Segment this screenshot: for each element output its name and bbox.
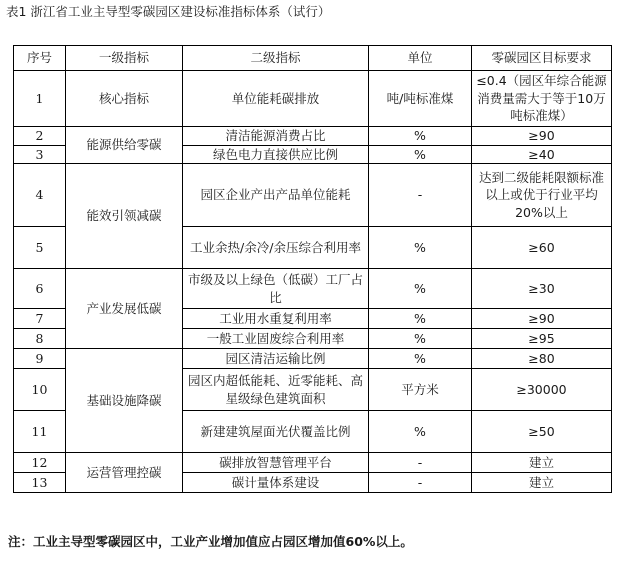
target-cell: ≥90 [472,127,612,146]
unit-cell: - [369,473,472,493]
target-cell: ≥80 [472,349,612,369]
unit-cell: % [369,127,472,146]
unit-cell: 平方米 [369,369,472,411]
level1-cell: 运营管理控碳 [66,453,183,493]
table-footnote: 注：工业主导型零碳园区中，工业产业增加值应占园区增加值60%以上。 [8,534,413,549]
level2-cell: 绿色电力直接供应比例 [183,145,369,164]
table-row [14,164,612,227]
level1-cell: 能效引领减碳 [66,164,183,269]
target-cell: ≥50 [472,411,612,453]
seq-cell: 5 [14,227,66,269]
table-row [14,453,612,473]
seq-cell: 6 [14,269,66,309]
header-target: 零碳园区目标要求 [472,46,612,71]
target-cell: 建立 [472,453,612,473]
unit-cell: % [369,309,472,329]
level2-cell: 一般工业固废综合利用率 [183,329,369,349]
seq-cell: 1 [14,71,66,127]
level2-cell: 单位能耗碳排放 [183,71,369,127]
target-cell: 达到二级能耗限额标准以上或优于行业平均20%以上 [472,164,612,227]
unit-cell: % [369,411,472,453]
target-cell: ≥40 [472,145,612,164]
level2-cell: 工业余热/余冷/余压综合利用率 [183,227,369,269]
seq-cell: 3 [14,145,66,164]
level2-cell: 新建建筑屋面光伏覆盖比例 [183,411,369,453]
unit-cell: - [369,453,472,473]
target-cell: ≤0.4（园区年综合能源消费量需大于等于10万吨标准煤） [472,71,612,127]
table-row [14,71,612,127]
unit-cell: % [369,349,472,369]
seq-cell: 2 [14,127,66,146]
level2-cell: 园区企业产出产品单位能耗 [183,164,369,227]
table-caption: 表1 浙江省工业主导型零碳园区建设标准指标体系（试行） [6,4,331,19]
seq-cell: 11 [14,411,66,453]
level1-cell: 能源供给零碳 [66,127,183,164]
target-cell: ≥30 [472,269,612,309]
target-cell: ≥30000 [472,369,612,411]
header-seq: 序号 [14,46,66,71]
seq-cell: 10 [14,369,66,411]
header-unit: 单位 [369,46,472,71]
level2-cell: 工业用水重复利用率 [183,309,369,329]
level2-cell: 园区内超低能耗、近零能耗、高星级绿色建筑面积 [183,369,369,411]
seq-cell: 8 [14,329,66,349]
unit-cell: % [369,269,472,309]
seq-cell: 13 [14,473,66,493]
level1-cell: 核心指标 [66,71,183,127]
level2-cell: 园区清洁运输比例 [183,349,369,369]
target-cell: ≥60 [472,227,612,269]
table-row [14,127,612,146]
level2-cell: 市级及以上绿色（低碳）工厂占比 [183,269,369,309]
level2-cell: 碳排放智慧管理平台 [183,453,369,473]
unit-cell: - [369,164,472,227]
level1-cell: 产业发展低碳 [66,269,183,349]
seq-cell: 7 [14,309,66,329]
target-cell: ≥90 [472,309,612,329]
unit-cell: % [369,329,472,349]
header-row [14,46,612,71]
seq-cell: 9 [14,349,66,369]
unit-cell: % [369,145,472,164]
seq-cell: 12 [14,453,66,473]
table-row [14,349,612,369]
unit-cell: % [369,227,472,269]
indicator-table [13,45,612,493]
table-row [14,269,612,309]
target-cell: ≥95 [472,329,612,349]
header-level1: 一级指标 [66,46,183,71]
level2-cell: 清洁能源消费占比 [183,127,369,146]
level2-cell: 碳计量体系建设 [183,473,369,493]
unit-cell: 吨/吨标准煤 [369,71,472,127]
header-level2: 二级指标 [183,46,369,71]
target-cell: 建立 [472,473,612,493]
seq-cell: 4 [14,164,66,227]
level1-cell: 基础设施降碳 [66,349,183,453]
